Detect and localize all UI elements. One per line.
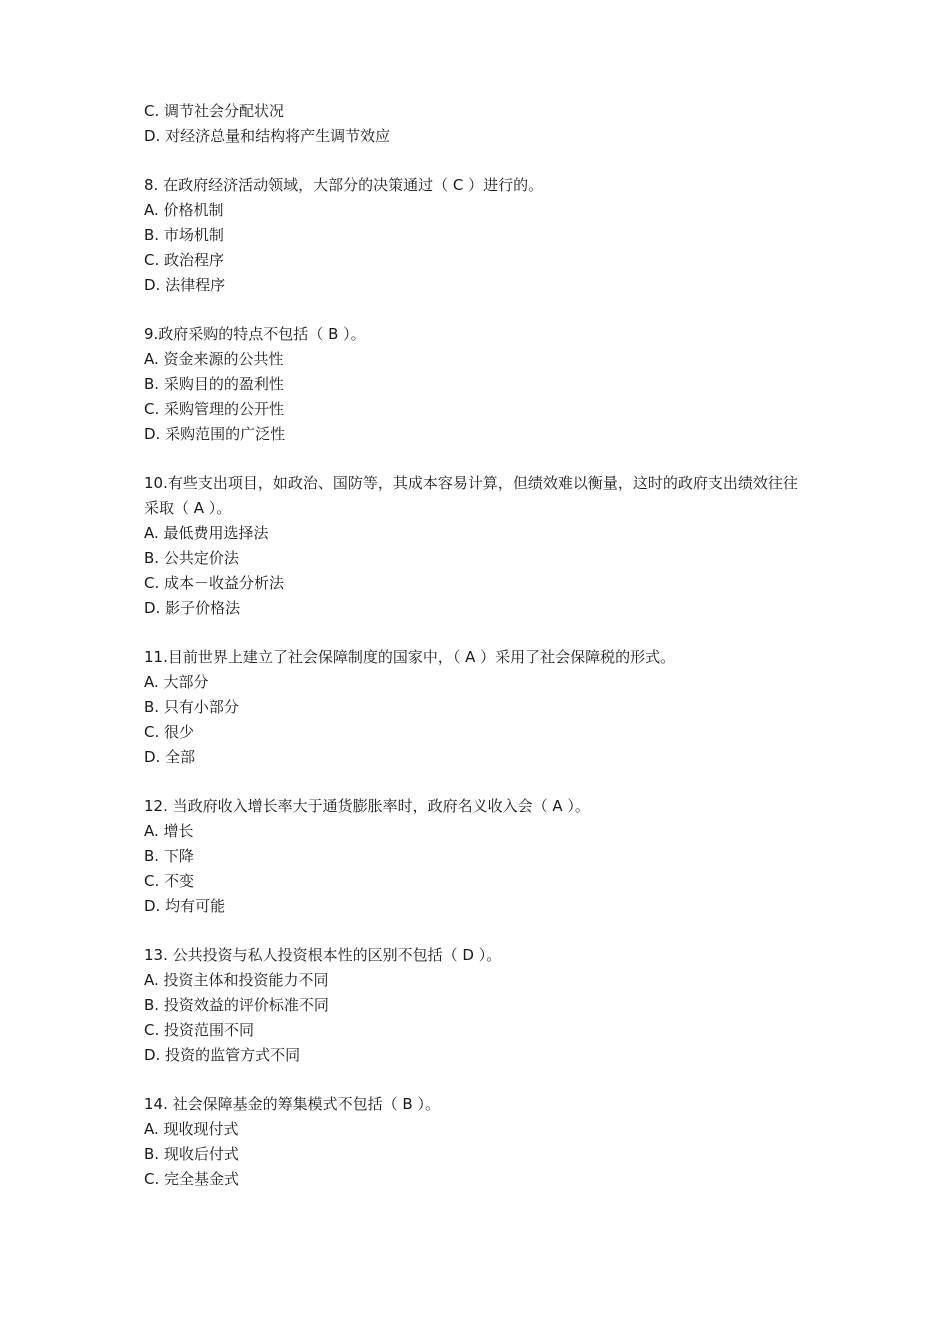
question-stem: 13. 公共投资与私人投资根本性的区别不包括（ D ）。 — [144, 946, 502, 964]
option-c: C. 完全基金式 — [144, 1170, 240, 1188]
option-a: A. 增长 — [144, 822, 194, 840]
option-d: D. 对经济总量和结构将产生调节效应 — [144, 127, 391, 145]
option-c: C. 调节社会分配状况 — [144, 102, 285, 120]
question-stem: 14. 社会保障基金的筹集模式不包括（ B ）。 — [144, 1095, 440, 1113]
option-d: D. 投资的监管方式不同 — [144, 1046, 301, 1064]
option-b: B. 公共定价法 — [144, 549, 239, 567]
option-c: C. 政治程序 — [144, 251, 225, 269]
option-c: C. 成本－收益分析法 — [144, 574, 285, 592]
question-14 — [144, 1092, 824, 1192]
option-a: A. 投资主体和投资能力不同 — [144, 971, 329, 989]
option-c: C. 很少 — [144, 723, 195, 741]
option-a: A. 最低费用选择法 — [144, 524, 269, 542]
option-b: B. 只有小部分 — [144, 698, 239, 716]
question-9 — [144, 322, 824, 447]
question-stem: 8. 在政府经济活动领域，大部分的决策通过（ C ）进行的。 — [144, 176, 544, 194]
option-a: A. 价格机制 — [144, 201, 224, 219]
option-b: B. 采购目的的盈利性 — [144, 375, 284, 393]
question-stem: 10.有些支出项目，如政治、国防等，其成本容易计算，但绩效难以衡量，这时的政府支出绩效往往采取（ A ）。 — [144, 474, 798, 517]
option-d: D. 均有可能 — [144, 897, 226, 915]
question-10 — [144, 471, 824, 621]
question-12 — [144, 794, 824, 919]
option-c: C. 采购管理的公开性 — [144, 400, 285, 418]
option-d: D. 影子价格法 — [144, 599, 241, 617]
option-c: C. 不变 — [144, 872, 195, 890]
option-b: B. 市场机制 — [144, 226, 224, 244]
option-a: A. 资金来源的公共性 — [144, 350, 284, 368]
document-page — [144, 99, 824, 1192]
question-13 — [144, 943, 824, 1068]
option-b: B. 投资效益的评价标准不同 — [144, 996, 329, 1014]
question-stem: 12. 当政府收入增长率大于通货膨胀率时，政府名义收入会（ A ）。 — [144, 797, 590, 815]
option-a: A. 现收现付式 — [144, 1120, 239, 1138]
question-fragment — [144, 99, 824, 149]
option-b: B. 下降 — [144, 847, 194, 865]
option-b: B. 现收后付式 — [144, 1145, 239, 1163]
option-d: D. 全部 — [144, 748, 196, 766]
question-stem: 11.目前世界上建立了社会保障制度的国家中，（ A ）采用了社会保障税的形式。 — [144, 648, 676, 666]
option-a: A. 大部分 — [144, 673, 209, 691]
question-8 — [144, 173, 824, 298]
question-11 — [144, 645, 824, 770]
option-d: D. 采购范围的广泛性 — [144, 425, 286, 443]
option-d: D. 法律程序 — [144, 276, 226, 294]
question-stem: 9.政府采购的特点不包括（ B ）。 — [144, 325, 366, 343]
option-c: C. 投资范围不同 — [144, 1021, 255, 1039]
